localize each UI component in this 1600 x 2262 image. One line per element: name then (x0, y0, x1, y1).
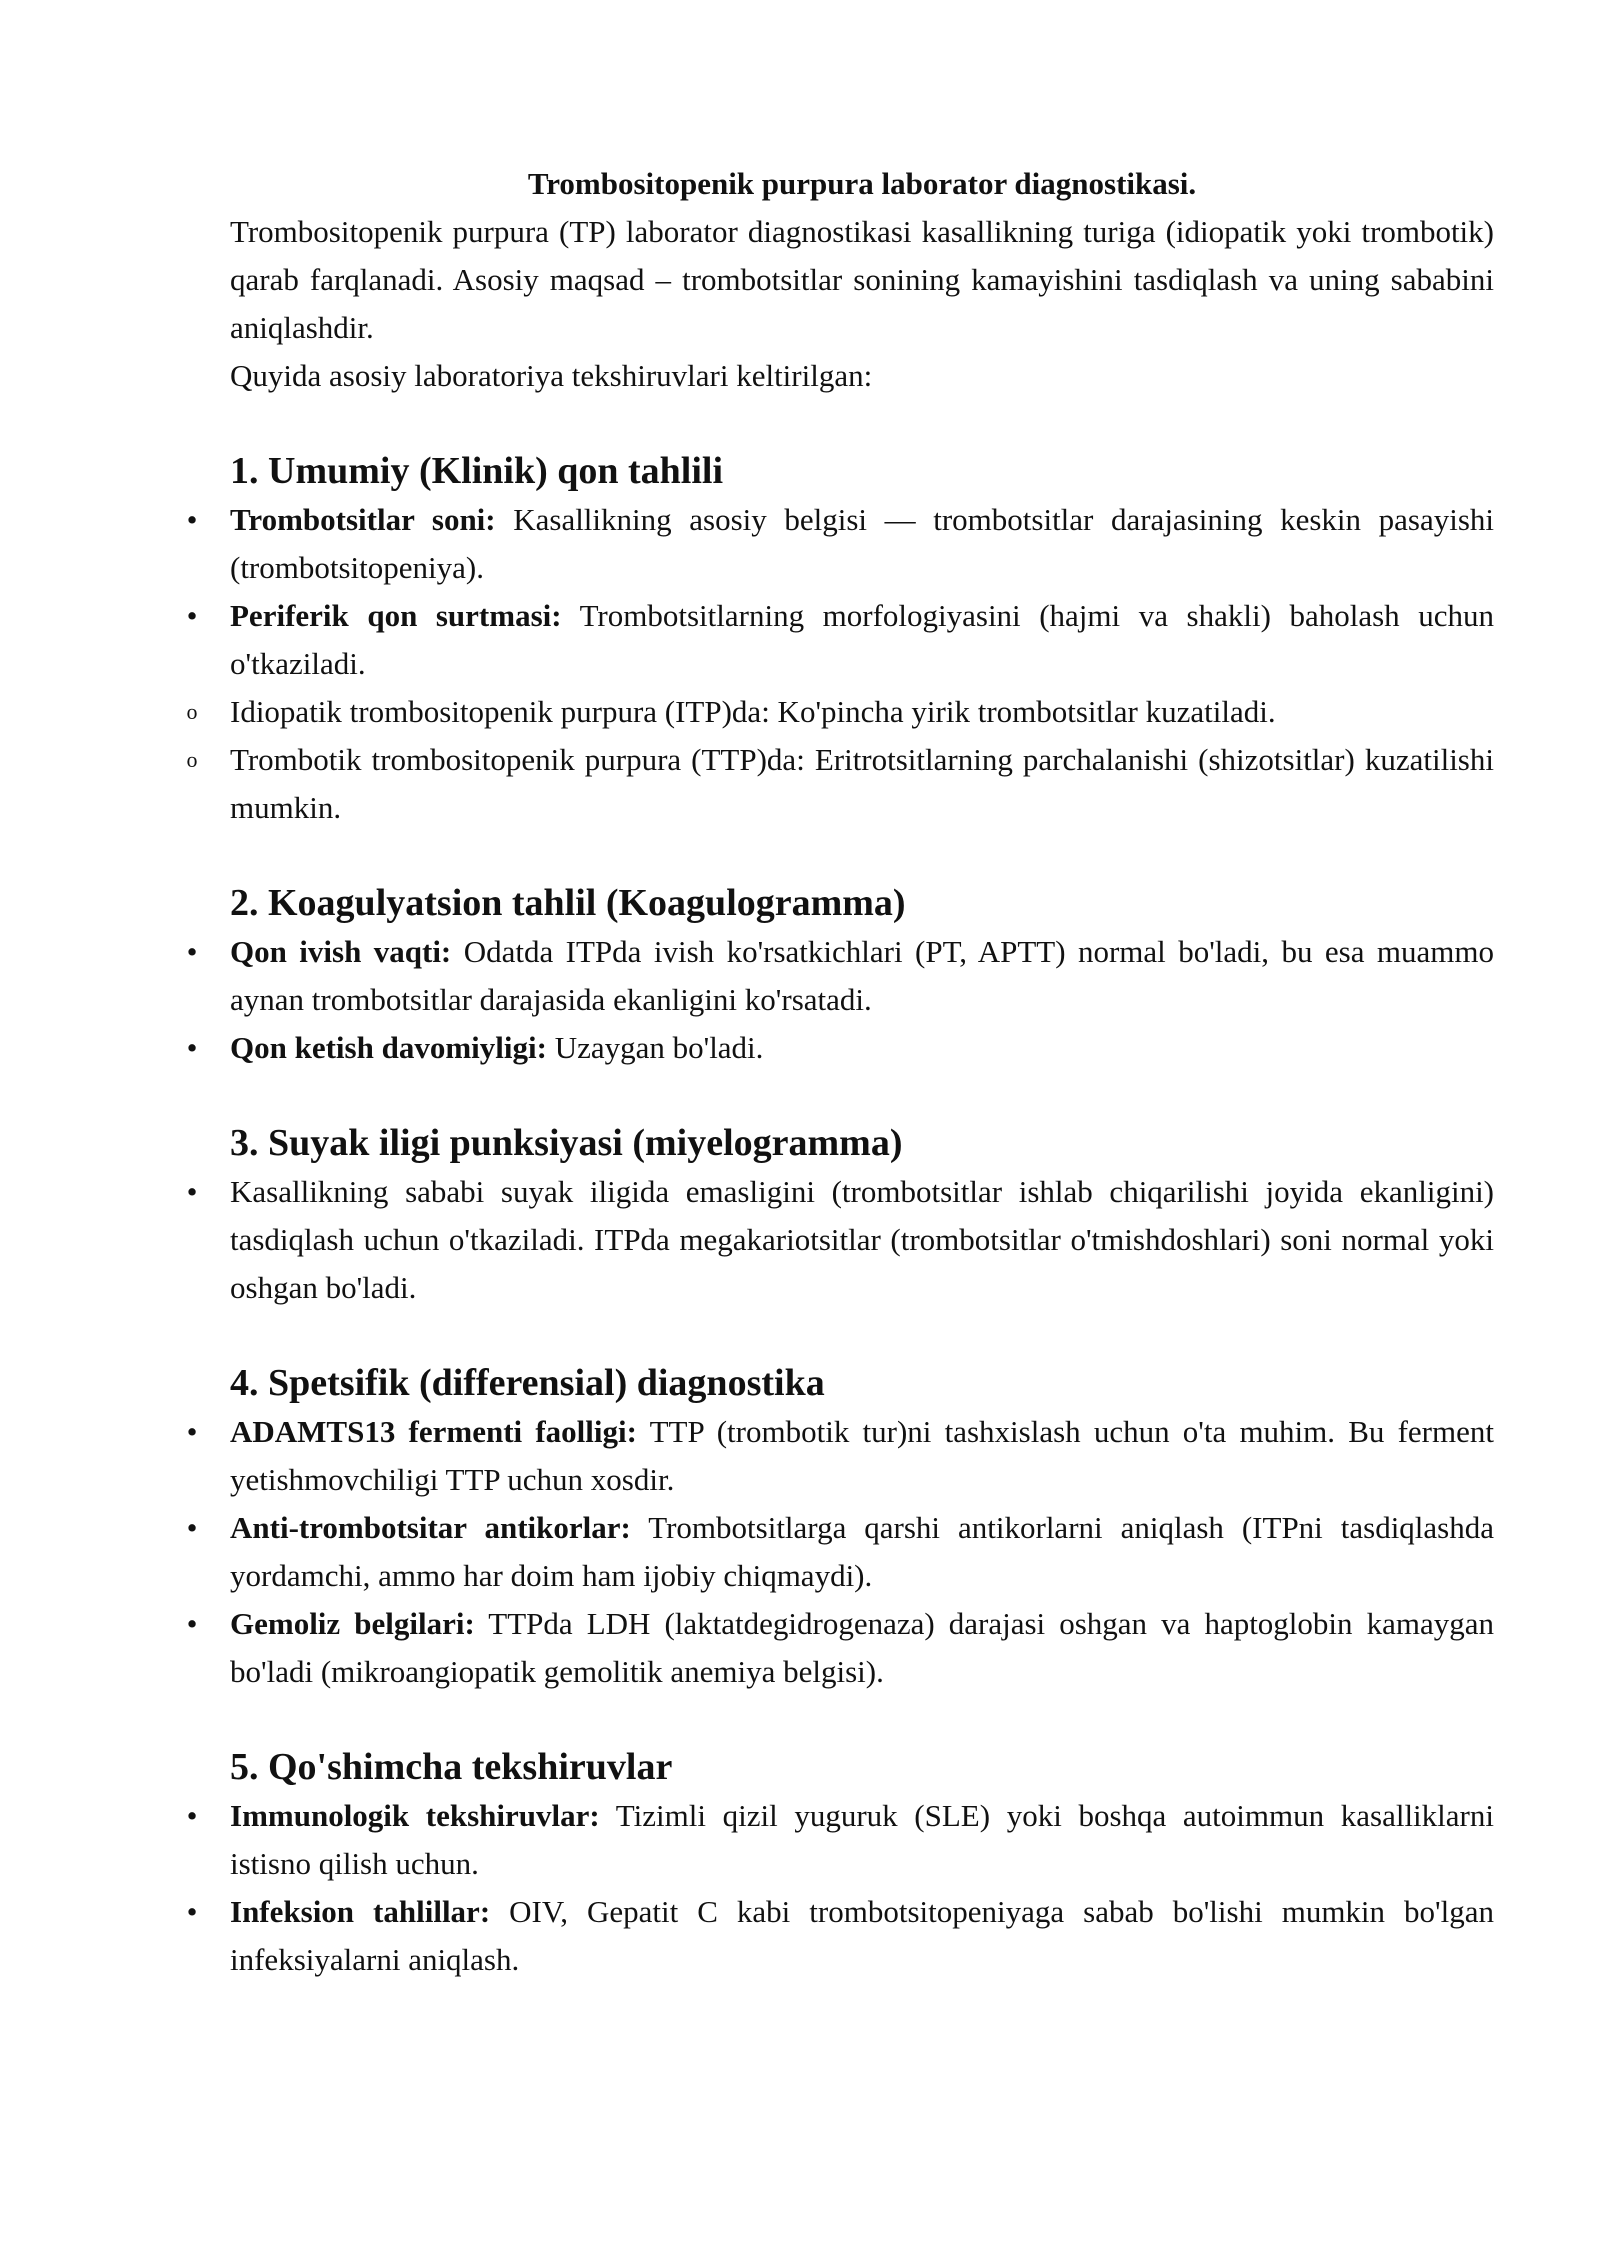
item-text: Odatda ITPda ivish ko'rsatkichlari (PT, APTT) normal bo'ladi, bu esa muammo aynan trombotsitlar darajasida ekanligini ko'rsatadi. (230, 934, 1495, 1017)
item-text: Kasallikning sababi suyak iligida emasligini (trombotsitlar ishlab chiqarilishi joyida ekanligini) tasdiqlash uchun o'tkaziladi. ITPda megakariotsitlar (trombotsitlar o'tmishdoshlari) soni normal yoki oshgan bo'ladi. (230, 1174, 1494, 1305)
section-spacer (230, 1696, 1494, 1742)
bullet-icon: • (186, 1894, 198, 1929)
bullet-icon: • (186, 1030, 198, 1065)
bullet-icon: • (186, 1606, 198, 1641)
intro-paragraph: Trombositopenik purpura (TP) laborator diagnostikasi kasallikning turiga (idiopatik yoki trombotik) qarab farqlanadi. Asosiy maqsad – trombotsitlar sonining kamayishini tasdiqlash va uning sababini aniqlashdir. (230, 214, 1494, 345)
item-text: OIV, Gepatit C kabi trombotsitopeniyaga sabab bo'lishi mumkin bo'lgan infeksiyalarni aniqlash. (230, 1894, 1494, 1977)
sub-list-item (186, 688, 1494, 736)
circle-bullet-icon: o (186, 699, 198, 724)
item-label: Immunologik tekshiruvlar: (230, 1798, 600, 1833)
list-item (186, 1600, 1494, 1696)
section-spacer (230, 1312, 1494, 1358)
item-label: Periferik qon surtmasi: (230, 598, 562, 633)
item-text: Trombotik trombositopenik purpura (TTP)da: Eritrotsitlarning parchalanishi (shizotsitlar) kuzatilishi mumkin. (230, 742, 1494, 825)
item-text: Trombotsitlarga qarshi antikorlarni aniqlash (ITPni tasdiqlashda yordamchi, ammo har doim ham ijobiy chiqmaydi). (230, 1510, 1494, 1593)
list-item (186, 496, 1494, 592)
section-heading: 2. Koagulyatsion tahlil (Koagulogramma) (230, 882, 906, 924)
intro-lead-in: Quyida asosiy laboratoriya tekshiruvlari keltirilgan: (230, 358, 873, 393)
list-item (186, 1024, 1494, 1072)
section-list (186, 1408, 1494, 1696)
sections-container (186, 400, 1495, 1984)
item-label: Infeksion tahlillar: (230, 1894, 491, 1929)
sub-list-item (186, 736, 1494, 832)
section-list (186, 496, 1494, 832)
list-item (186, 1504, 1494, 1600)
item-text: Uzaygan bo'ladi. (546, 1030, 764, 1065)
section-heading: 5. Qo'shimcha tekshiruvlar (230, 1746, 673, 1788)
section-spacer (230, 400, 1494, 446)
list-item (186, 1792, 1494, 1888)
list-item (186, 1888, 1494, 1984)
item-text: TTPda LDH (laktatdegidrogenaza) darajasi oshgan va haptoglobin kamaygan bo'ladi (mikroangiopatik gemolitik anemiya belgisi). (230, 1606, 1494, 1689)
item-text: TTP (trombotik tur)ni tashxislash uchun o'ta muhim. Bu ferment yetishmovchiligi TTP uchun xosdir. (230, 1414, 1494, 1497)
section-heading: 1. Umumiy (Klinik) qon tahlili (230, 450, 724, 492)
document-page (186, 160, 1495, 1984)
section-spacer (230, 1072, 1494, 1118)
bullet-icon: • (186, 1414, 198, 1449)
section-heading: 4. Spetsifik (differensial) diagnostika (230, 1362, 825, 1404)
list-item (186, 1168, 1494, 1312)
item-label: Qon ivish vaqti: (230, 934, 452, 969)
bullet-icon: • (186, 1798, 198, 1833)
item-label: Trombotsitlar soni: (230, 502, 496, 537)
item-text: Kasallikning asosiy belgisi — trombotsitlar darajasining keskin pasayishi (trombotsitopeniya). (230, 502, 1494, 585)
section-spacer (230, 832, 1494, 878)
list-item (186, 592, 1494, 688)
item-text: Idiopatik trombositopenik purpura (ITP)da: Ko'pincha yirik trombotsitlar kuzatiladi. (230, 694, 1276, 729)
list-item (186, 928, 1495, 1024)
bullet-icon: • (186, 598, 198, 633)
bullet-icon: • (186, 934, 198, 969)
bullet-icon: • (186, 502, 198, 537)
section-list (186, 1168, 1494, 1312)
bullet-icon: • (186, 1510, 198, 1545)
circle-bullet-icon: o (186, 747, 198, 772)
section-list (186, 1792, 1494, 1984)
section-list (186, 928, 1495, 1072)
item-label: ADAMTS13 fermenti faolligi: (230, 1414, 637, 1449)
list-item (186, 1408, 1494, 1504)
item-label: Qon ketish davomiyligi: (230, 1030, 547, 1065)
bullet-icon: • (186, 1174, 198, 1209)
document-title: Trombositopenik purpura laborator diagnostikasi. (527, 166, 1197, 201)
item-text: Trombotsitlarning morfologiyasini (hajmi va shakli) baholash uchun o'tkaziladi. (230, 598, 1494, 681)
item-label: Gemoliz belgilari: (230, 1606, 475, 1641)
section-heading: 3. Suyak iligi punksiyasi (miyelogramma) (230, 1122, 903, 1164)
item-label: Anti-trombotsitar antikorlar: (230, 1510, 631, 1545)
item-text: Tizimli qizil yuguruk (SLE) yoki boshqa autoimmun kasalliklarni istisno qilish uchun. (230, 1798, 1494, 1881)
